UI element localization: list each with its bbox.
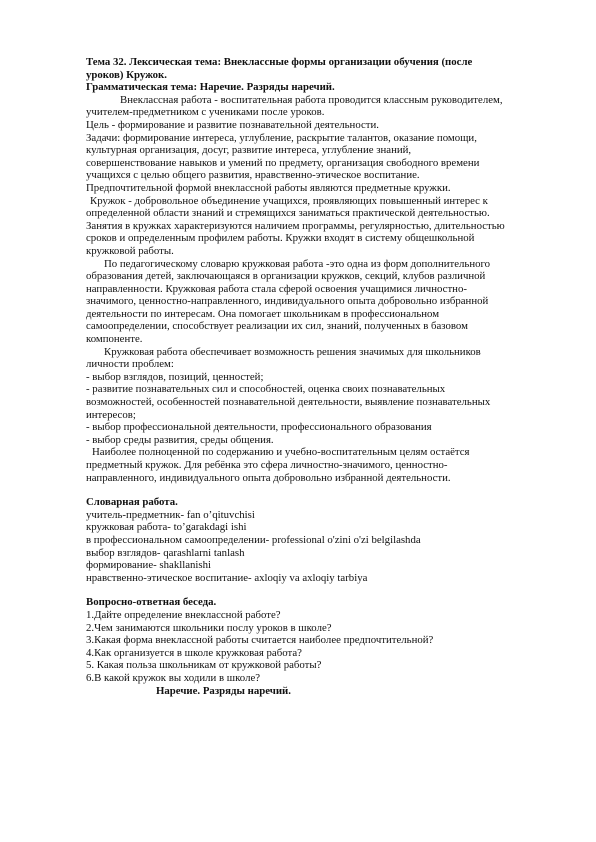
paragraph-line: направленного, индивидуального опыта добровольно избранной деятельности. bbox=[86, 471, 451, 484]
tasks-line: Задачи: формирование интереса, углубление, раскрытие талантов, оказание помощи, bbox=[86, 131, 477, 144]
vocab-item: формирование- shakllanishi bbox=[86, 559, 212, 572]
list-item-continuation: интересов; bbox=[86, 408, 136, 421]
question-item: 4.Как организуется в школе кружковая работа? bbox=[86, 646, 302, 659]
goal-line: Цель - формирование и развитие познавательной деятельности. bbox=[86, 118, 379, 131]
paragraph-line: По педагогическому словарю кружковая работа -это одна из форм дополнительного bbox=[104, 257, 491, 270]
paragraph-line: совершенствование навыков и умений по предмету, организация свободного времени bbox=[86, 156, 480, 169]
vocab-item: выбор взглядов- qarashlarni tanlash bbox=[86, 546, 245, 559]
paragraph-line: учителем-предметником с учениками после уроков. bbox=[86, 106, 325, 119]
question-item: 1.Дайте определение внеклассной работе? bbox=[86, 608, 281, 621]
vocab-item: в профессиональном самоопределении- professional o'zini o'zi belgilashda bbox=[86, 533, 421, 546]
question-item: 6.В какой кружок вы ходили в школе? bbox=[86, 671, 261, 684]
grammar-topic: Грамматическая тема: Наречие. Разряды наречий. bbox=[86, 81, 335, 94]
section-spacer bbox=[86, 484, 526, 496]
list-item: - выбор среды развития, среды общения. bbox=[86, 433, 274, 446]
paragraph-line: предметный кружок. Для ребёнка это сфера личностно-значимого, ценностно- bbox=[86, 459, 448, 471]
vocab-heading: Словарная работа. bbox=[86, 496, 178, 509]
paragraph-line: Предпочтительной формой внеклассной работы являются предметные кружки. bbox=[86, 181, 451, 194]
lesson-title-line-2: уроков) Кружок. bbox=[86, 68, 167, 81]
qa-heading: Вопросно-ответная беседа. bbox=[86, 596, 217, 609]
paragraph-line: направленности. Кружковая работа стала сферой освоения учащимися личностно- bbox=[86, 282, 467, 295]
paragraph-line: Кружок - добровольное объединение учащихся, проявляющих повышенный интерес к bbox=[90, 194, 488, 207]
grammar-section-heading: Наречие. Разряды наречий. bbox=[156, 684, 291, 697]
paragraph-line: определенной области знаний и стремящихся заниматься практической деятельностью. bbox=[86, 207, 490, 220]
paragraph-line: учащихся с целью общего развития, нравственно-этическое воспитание. bbox=[86, 169, 420, 182]
paragraph-line: Внеклассная работа - воспитательная работа проводится классным руководителем, bbox=[120, 93, 503, 106]
paragraph-line: самоопределении, способствует реализации их сил, знаний, полученных в базовом bbox=[86, 320, 468, 333]
paragraph-line: кружковой работы. bbox=[86, 244, 174, 257]
lesson-title-line-1: Тема 32. Лексическая тема: Внеклассные формы организации обучения (после bbox=[86, 56, 473, 68]
question-item: 3.Какая форма внеклассной работы считается наиболее предпочтительной? bbox=[86, 634, 434, 647]
vocab-item: нравственно-этическое воспитание- axloqiy va axloqiy tarbiya bbox=[86, 571, 368, 584]
paragraph-line: Наиболее полноценной по содержанию и учебно-воспитательным целям остаётся bbox=[92, 446, 470, 459]
section-spacer bbox=[86, 584, 526, 596]
paragraph-line: Кружковая работа обеспечивает возможность решения значимых для школьников bbox=[104, 345, 481, 358]
paragraph-line: образования детей, заключающаяся в организации кружков, секций, клубов различной bbox=[86, 270, 486, 283]
paragraph-line: Занятия в кружках характеризуются наличием программы, регулярностью, длительностью bbox=[86, 219, 505, 232]
paragraph-line: культурная организация, досуг, развитие интереса, углубление знаний, bbox=[86, 144, 412, 157]
paragraph-line: значимого, ценностно-направленного, индивидуального опыта добровольно избранной bbox=[86, 295, 489, 308]
list-item-continuation: возможностей, особенностей познавательной деятельности, выявление познавательных bbox=[86, 396, 491, 409]
question-item: 5. Какая польза школьникам от кружковой работы? bbox=[86, 659, 322, 672]
list-item: - выбор профессиональной деятельности, профессионального образования bbox=[86, 421, 432, 434]
paragraph-line: деятельности по интересам. Она помогает школьникам в профессиональном bbox=[86, 307, 440, 320]
list-item: - выбор взглядов, позиций, ценностей; bbox=[86, 370, 264, 383]
paragraph-line: сроков и определенным профилем работы. Кружки входят в систему общешкольной bbox=[86, 232, 475, 245]
vocab-item: учитель-предметник- fan o’qituvchisi bbox=[86, 508, 255, 521]
paragraph-line: личности проблем: bbox=[86, 358, 174, 371]
list-item: - развитие познавательных сил и способностей, оценка своих познавательных bbox=[86, 383, 446, 396]
question-item: 2.Чем занимаются школьники послу уроков в школе? bbox=[86, 621, 332, 634]
paragraph-line: компоненте. bbox=[86, 333, 143, 346]
vocab-item: кружковая работа- to’garakdagi ishi bbox=[86, 521, 247, 534]
